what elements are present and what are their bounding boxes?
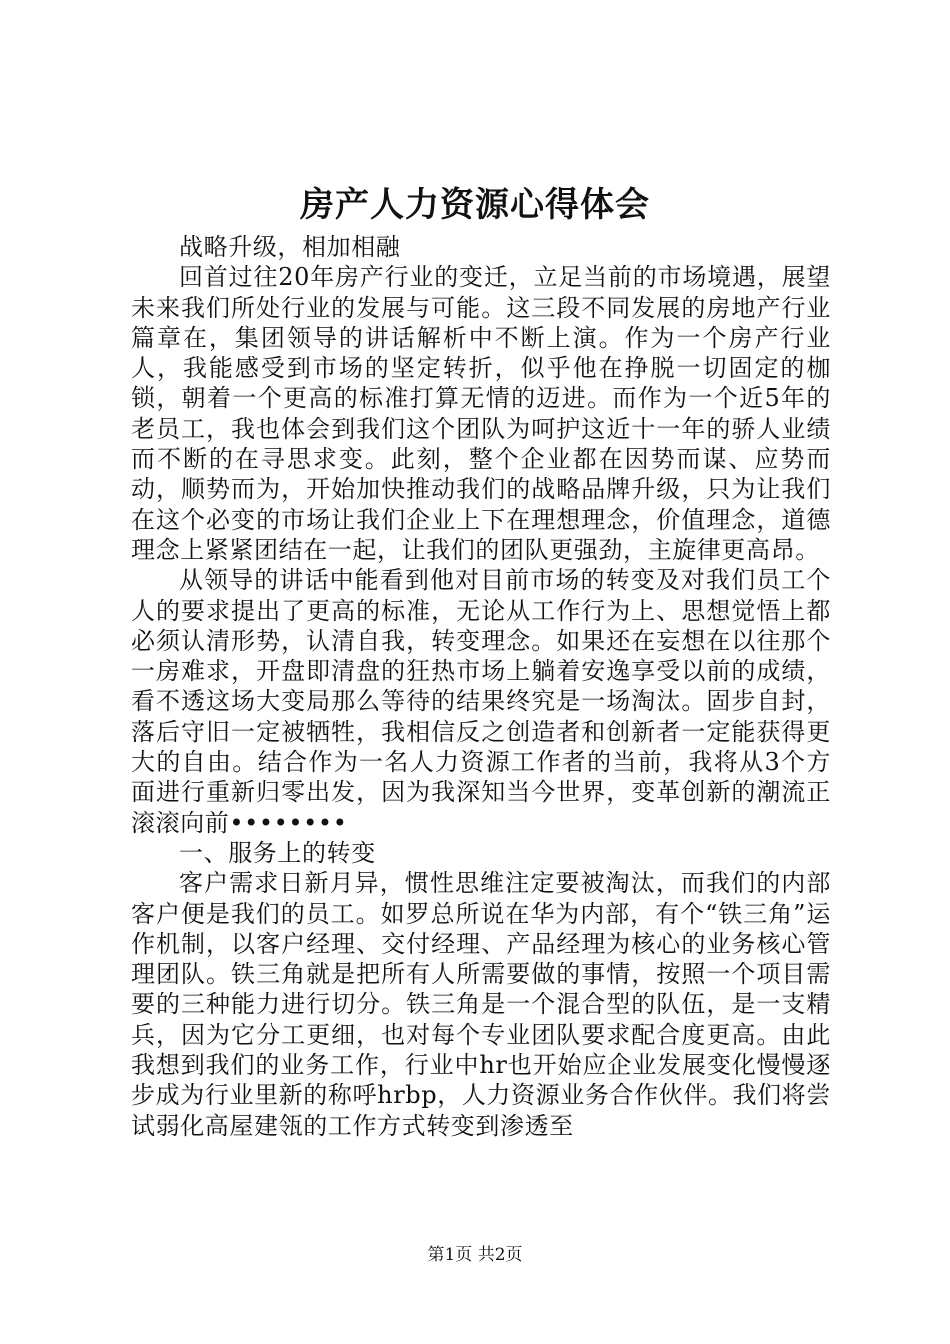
document-title: 房产人力资源心得体会: [300, 185, 650, 225]
paragraph-industry-review: 回首过往20年房产行业的变迁，立足当前的市场境遇，展望未来我们所处行业的发展与可能。这三段不同发展的房地产行业篇章在，集团领导的讲话解析中不断上演。作为一个房产行业人，我能感受到市场的坚定转折，似乎他在挣脱一切固定的枷锁，朝着一个更高的标准打算无情的迈进。而作为一个近5年的老员工，我也体会到我们这个团队为呵护这近十一年的骄人业绩而不断的在寻思求变。此刻，整个企业都在因势而谋、应势而动，顺势而为，开始加快推动我们的战略品牌升级，只为让我们在这个必变的市场让我们企业上下在理想理念，价值理念，道德理念上紧紧团结在一起，让我们的团队更强劲，主旋律更高昂。: [131, 263, 831, 564]
paragraph-leadership-speech: 从领导的讲话中能看到他对目前市场的转变及对我们员工个人的要求提出了更高的标准，无论从工作行为上、思想觉悟上都必须认清形势，认清自我，转变理念。如果还在妄想在以往那个一房难求，开盘即清盘的狂热市场上躺着安逸享受以前的成绩，看不透这场大变局那么等待的结果终究是一场淘汰。固步自封，落后守旧一定被牺牲，我相信反之创造者和创新者一定能获得更大的自由。结合作为一名人力资源工作者的当前，我将从3个方面进行重新归零出发，因为我深知当今世界，变革创新的潮流正滚滚向前••••••••: [131, 566, 831, 837]
document-body: [131, 232, 831, 1141]
section-heading-strategy: 战略升级，相加相融: [179, 233, 401, 261]
page-footer: 第1页 共2页: [427, 1245, 523, 1265]
paragraph-customer-service: 客户需求日新月异，惯性思维注定要被淘汰，而我们的内部客户便是我们的员工。如罗总所说在华为内部，有个“铁三角”运作机制，以客户经理、交付经理、产品经理为核心的业务核心管理团队。铁三角就是把所有人所需要做的事情，按照一个项目需要的三种能力进行切分。铁三角是一个混合型的队伍，是一支精兵，因为它分工更细，也对每个专业团队要求配合度更高。由此我想到我们的业务工作，行业中hr也开始应企业发展变化慢慢逐步成为行业里新的称呼hrbp，人力资源业务合作伙伴。我们将尝试弱化高屋建瓴的工作方式转变到渗透至: [131, 869, 831, 1140]
section-heading-service: 一、服务上的转变: [179, 838, 376, 867]
